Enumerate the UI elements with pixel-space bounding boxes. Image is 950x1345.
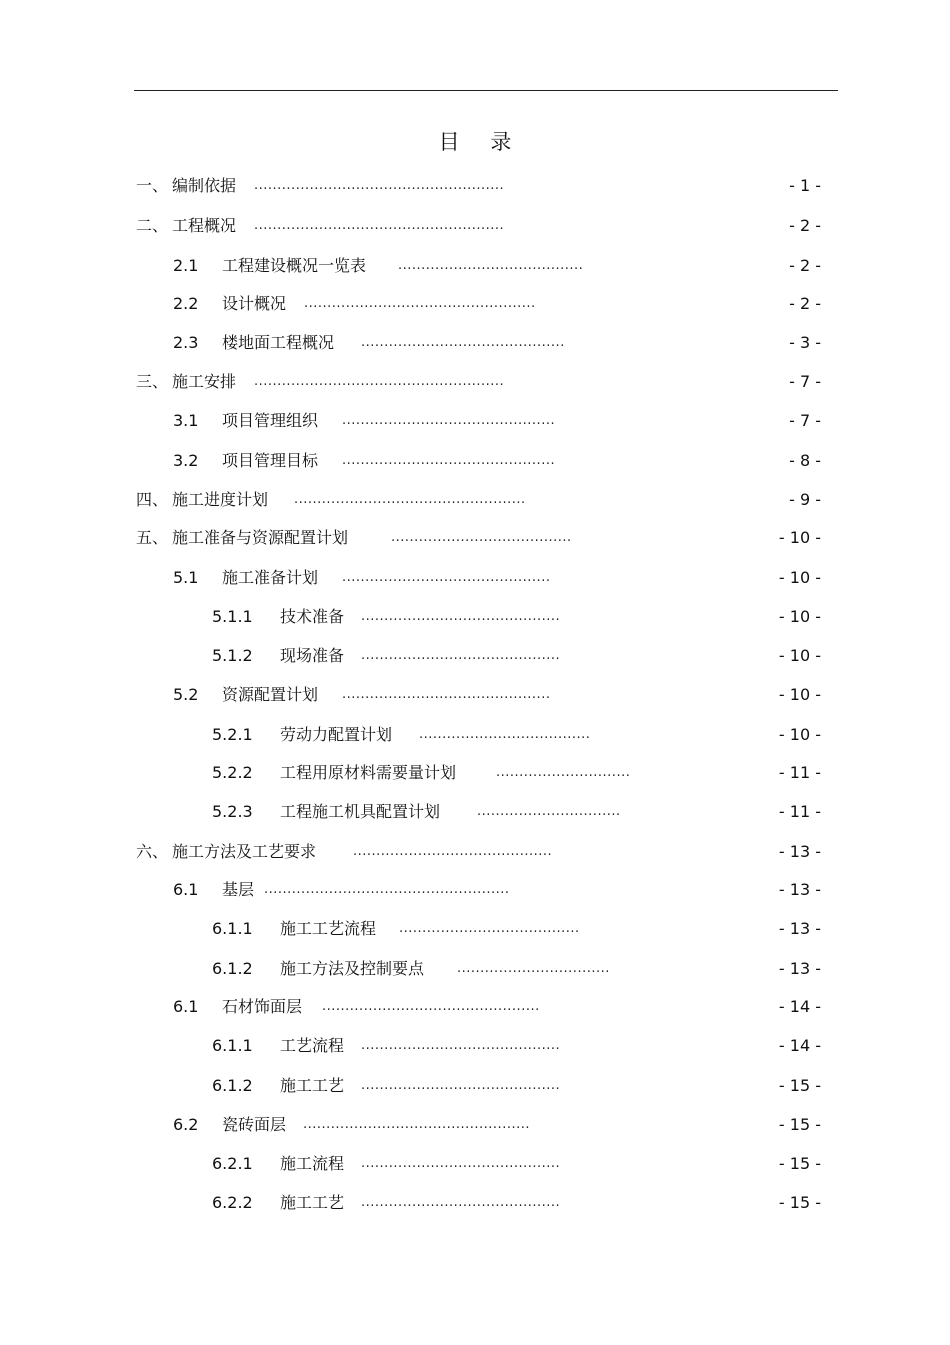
toc-entry-leader: ........................................... <box>361 1156 561 1171</box>
toc-entry[interactable] <box>0 409 950 433</box>
toc-entry-label: 工程用原材料需要量计划 <box>280 763 457 782</box>
toc-entry-number: 三、 <box>136 372 169 391</box>
toc-entry[interactable] <box>0 644 950 668</box>
toc-entry-label: 资源配置计划 <box>222 685 319 704</box>
toc-entry-leader: ...................................................... <box>254 374 505 389</box>
toc-entry-leader: ........................................... <box>361 609 561 624</box>
toc-entry-number: 六、 <box>136 842 169 861</box>
toc-entry-number: 5.2.3 <box>212 802 253 821</box>
toc-entry-label: 施工准备计划 <box>222 568 319 587</box>
toc-entry-leader: ........................................... <box>353 844 553 859</box>
toc-entry-number: 6.2.2 <box>212 1193 253 1212</box>
toc-entry[interactable] <box>0 526 950 550</box>
header-rule <box>134 90 838 91</box>
toc-entry[interactable] <box>0 254 950 278</box>
toc-entry-label: 瓷砖面层 <box>222 1115 287 1134</box>
toc-entry-number: 2.2 <box>173 294 199 313</box>
toc-entry[interactable] <box>0 292 950 316</box>
toc-entry-label: 楼地面工程概况 <box>222 333 335 352</box>
toc-entry-label: 编制依据 <box>172 176 237 195</box>
toc-entry-page: - 9 - <box>789 490 821 509</box>
toc-entry-page: - 2 - <box>789 216 821 235</box>
toc-entry-number: 6.1 <box>173 880 199 899</box>
toc-entry-label: 施工进度计划 <box>172 490 269 509</box>
toc-entry-leader: ................................................. <box>303 1117 530 1132</box>
toc-entry-number: 四、 <box>136 490 169 509</box>
toc-entry-label: 施工方法及工艺要求 <box>172 842 317 861</box>
toc-entry-label: 现场准备 <box>280 646 345 665</box>
toc-entry-leader: ........................................... <box>361 1078 561 1093</box>
toc-entry[interactable] <box>0 723 950 747</box>
toc-entry-leader: ........................................... <box>361 1195 561 1210</box>
toc-entry-number: 5.2 <box>173 685 199 704</box>
toc-entry-page: - 13 - <box>778 959 821 978</box>
toc-entry-label: 项目管理目标 <box>222 451 319 470</box>
toc-entry-page: - 15 - <box>778 1193 821 1212</box>
toc-entry-label: 工程建设概况一览表 <box>222 256 367 275</box>
toc-entry-number: 3.2 <box>173 451 199 470</box>
toc-entry-leader: ........................................... <box>361 1038 561 1053</box>
toc-entry-page: - 10 - <box>778 646 821 665</box>
toc-entry-number: 3.1 <box>173 411 199 430</box>
toc-entry-page: - 13 - <box>778 919 821 938</box>
toc-entry-number: 5.2.2 <box>212 763 253 782</box>
toc-entry-number: 5.1.1 <box>212 607 253 626</box>
toc-entry-label: 施工方法及控制要点 <box>280 959 425 978</box>
toc-entry-label: 设计概况 <box>222 294 287 313</box>
toc-entry-number: 5.2.1 <box>212 725 253 744</box>
toc-entry-page: - 1 - <box>789 176 821 195</box>
toc-entry-leader: ..................................... <box>419 727 591 742</box>
toc-entry-label: 基层 <box>222 880 255 899</box>
toc-entry-label: 施工工艺 <box>280 1193 345 1212</box>
toc-entry-label: 项目管理组织 <box>222 411 319 430</box>
toc-entry-number: 6.1.2 <box>212 1076 253 1095</box>
toc-entry-label: 施工工艺流程 <box>280 919 377 938</box>
toc-entry-page: - 7 - <box>789 411 821 430</box>
toc-entry[interactable] <box>0 1034 950 1058</box>
toc-entry-label: 工艺流程 <box>280 1036 345 1055</box>
toc-entry-number: 一、 <box>136 176 169 195</box>
toc-entry-label: 施工准备与资源配置计划 <box>172 528 349 547</box>
toc-entry-leader: ....................................... <box>391 530 572 545</box>
toc-entry-page: - 7 - <box>789 372 821 391</box>
toc-entry-leader: .............................................. <box>342 453 556 468</box>
toc-entry-leader: ........................................... <box>361 648 561 663</box>
toc-entry-leader: ............................................. <box>342 687 551 702</box>
toc-entry[interactable] <box>0 917 950 941</box>
toc-entry-leader: ....................................... <box>399 921 580 936</box>
toc-entry-page: - 13 - <box>778 842 821 861</box>
toc-entry-number: 6.1.1 <box>212 919 253 938</box>
toc-entry-page: - 2 - <box>789 294 821 313</box>
toc-entry-number: 二、 <box>136 216 169 235</box>
toc-entry-leader: ...................................................... <box>254 178 505 193</box>
toc-entry-leader: ........................................ <box>398 258 584 273</box>
toc-entry-leader: .............................................. <box>342 413 556 428</box>
toc-entry-label: 工程施工机具配置计划 <box>280 802 441 821</box>
toc-entry-page: - 10 - <box>778 568 821 587</box>
toc-entry[interactable] <box>0 683 950 707</box>
toc-entry-label: 劳动力配置计划 <box>280 725 393 744</box>
toc-entry-label: 施工工艺 <box>280 1076 345 1095</box>
toc-entry-label: 施工安排 <box>172 372 237 391</box>
toc-entry-label: 石材饰面层 <box>222 997 303 1016</box>
toc-entry-leader: .................................................. <box>304 296 536 311</box>
toc-entry-page: - 11 - <box>778 763 821 782</box>
toc-entry-leader: ............................... <box>477 804 621 819</box>
toc-entry[interactable] <box>0 605 950 629</box>
toc-entry-leader: ............................................ <box>361 335 565 350</box>
toc-entry-number: 6.2 <box>173 1115 199 1134</box>
toc-entry[interactable] <box>0 1152 950 1176</box>
toc-entry-number: 5.1 <box>173 568 199 587</box>
toc-entry-page: - 10 - <box>778 685 821 704</box>
toc-entry-page: - 2 - <box>789 256 821 275</box>
toc-entry-number: 6.2.1 <box>212 1154 253 1173</box>
toc-entry[interactable] <box>0 1191 950 1215</box>
toc-entry-page: - 10 - <box>778 725 821 744</box>
toc-entry-page: - 11 - <box>778 802 821 821</box>
toc-entry[interactable] <box>0 1113 950 1137</box>
toc-entry-label: 施工流程 <box>280 1154 345 1173</box>
toc-entry-page: - 13 - <box>778 880 821 899</box>
toc-entry[interactable] <box>0 1074 950 1098</box>
toc-entry-page: - 15 - <box>778 1154 821 1173</box>
toc-entry-number: 2.1 <box>173 256 199 275</box>
toc-entry[interactable] <box>0 566 950 590</box>
toc-entry[interactable] <box>0 878 950 902</box>
toc-entry[interactable] <box>0 761 950 785</box>
toc-entry-leader: ...................................................... <box>254 218 505 233</box>
toc-entry-label: 工程概况 <box>172 216 237 235</box>
toc-entry-page: - 14 - <box>778 997 821 1016</box>
toc-entry-page: - 8 - <box>789 451 821 470</box>
toc-entry-leader: .................................................. <box>294 492 526 507</box>
toc-entry-page: - 10 - <box>778 607 821 626</box>
toc-entry-page: - 14 - <box>778 1036 821 1055</box>
toc-entry[interactable] <box>0 995 950 1019</box>
toc-entry[interactable] <box>0 174 950 198</box>
toc-entry[interactable] <box>0 840 950 864</box>
toc-entry[interactable] <box>0 214 950 238</box>
toc-entry-page: - 15 - <box>778 1076 821 1095</box>
toc-entry-leader: ............................. <box>496 765 631 780</box>
toc-entry-leader: ............................................... <box>322 999 540 1014</box>
toc-entry[interactable] <box>0 800 950 824</box>
toc-entry[interactable] <box>0 957 950 981</box>
toc-title: 目 录 <box>438 130 524 154</box>
toc-entry-leader: ................................. <box>457 961 610 976</box>
toc-entry-page: - 15 - <box>778 1115 821 1134</box>
toc-entry[interactable] <box>0 370 950 394</box>
toc-entry-leader: ............................................. <box>342 570 551 585</box>
toc-entry-leader: ..................................................... <box>264 882 510 897</box>
toc-entry[interactable] <box>0 449 950 473</box>
toc-entry-number: 6.1.1 <box>212 1036 253 1055</box>
toc-entry-number: 2.3 <box>173 333 199 352</box>
toc-entry-number: 5.1.2 <box>212 646 253 665</box>
toc-entry-page: - 3 - <box>789 333 821 352</box>
toc-entry[interactable] <box>0 488 950 512</box>
toc-entry-number: 6.1 <box>173 997 199 1016</box>
toc-entry-label: 技术准备 <box>280 607 345 626</box>
toc-entry[interactable] <box>0 331 950 355</box>
toc-entry-number: 6.1.2 <box>212 959 253 978</box>
toc-entry-page: - 10 - <box>778 528 821 547</box>
toc-entry-number: 五、 <box>136 528 169 547</box>
